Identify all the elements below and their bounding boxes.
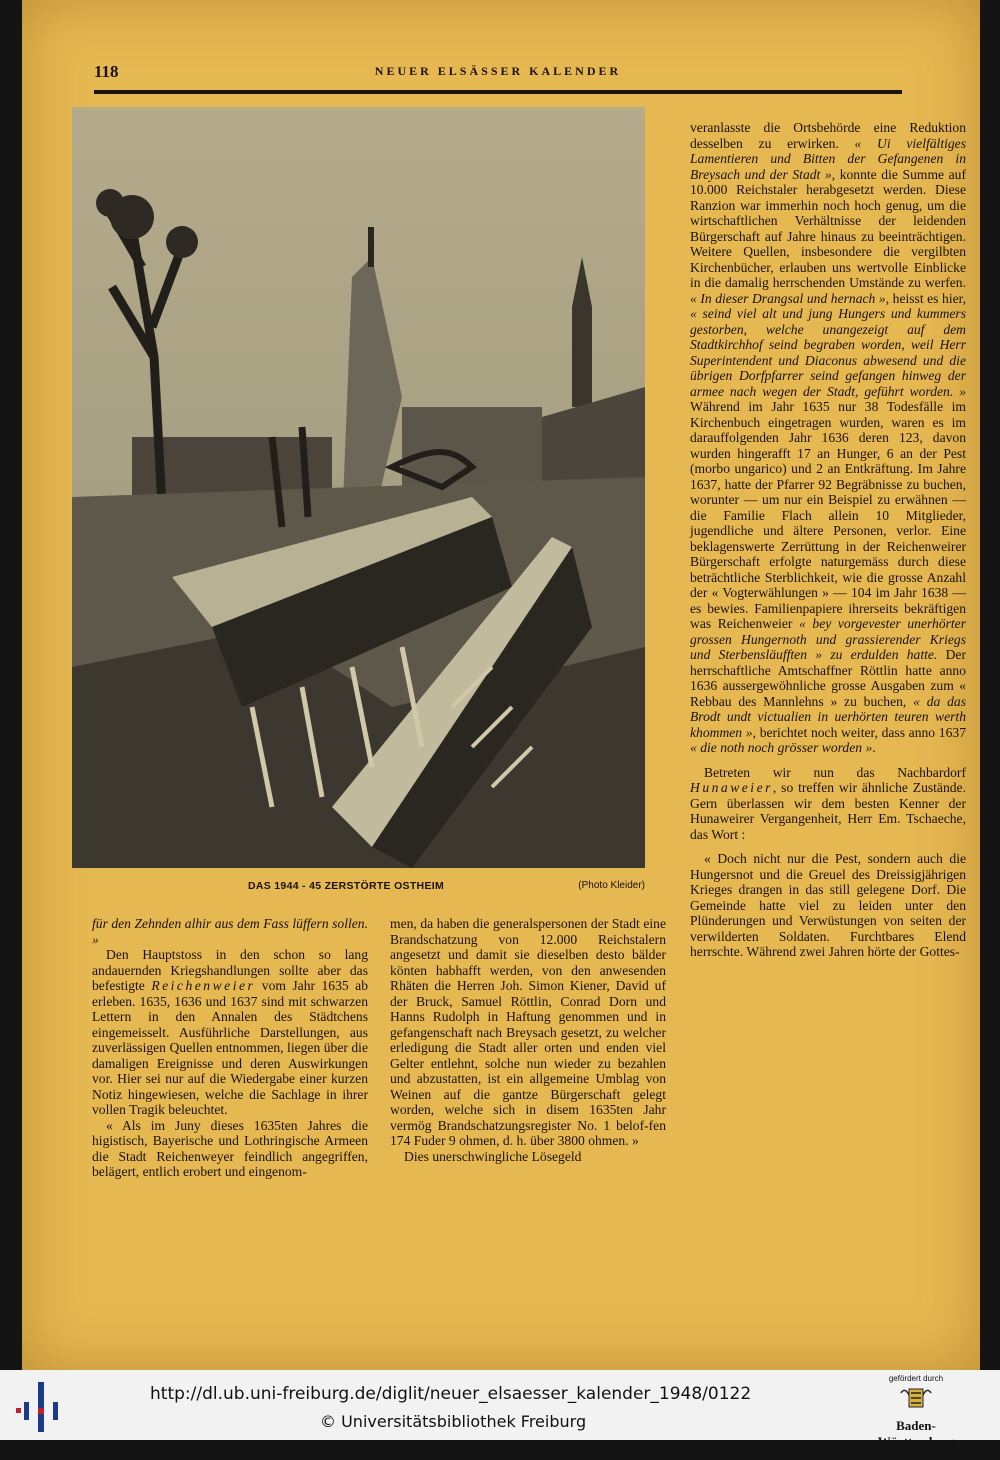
- photo-caption: [72, 880, 645, 896]
- left-column: [92, 916, 368, 1180]
- ruins-photo-drawing: [72, 107, 645, 868]
- paragraph: Den Hauptstoss in den schon so lang andauernden Kriegshandlungen sollte aber das befestigte Reichenweier vom Jahr 1635 ab erleben. 1635, 1636 und 1637 sind mit schwarzen Lettern in den Annalen des Städtchens eingemeisselt. Ausführliche Darstellungen, aus zuverlässigen Quellen entnommen, liegen über die damaligen Ereignisse und deren Auswirkungen vor. Hier sei nur auf die Wiedergabe einer kurzen Notiz hingewiesen, welche die Sachlage in ihrer vollen Tragik beleuchtet.: [92, 947, 368, 1117]
- funder-ministry: MINISTERIUM FÜR WISSENSCHAFT, FORSCHUNG UND KUNST: [861, 1450, 971, 1460]
- page-header: [94, 62, 902, 86]
- page-number: 118: [94, 62, 119, 81]
- paragraph: « Doch nicht nur die Pest, sondern auch die Hungersnot und die Greuel des Dreissigjährigen Krieges drangen in das still gelegene Dorf. Die Gemeinde hatte viel zu leiden unter den Plünderungen und Verwüstungen von seiten der verwilderten Soldaten. Furchtbares Elend herrschte. Während zwei Jahren hörte der Gottes-: [690, 851, 966, 959]
- middle-column: [390, 916, 666, 1164]
- paragraph: veranlasste die Ortsbehörde eine Reduktion desselben zu erwirken. « Ui vielfältiges Lamentieren und Bitten der Gefangenen in Breysach und der Stadt », konnte die Summe auf 10.000 Reichstaler herabgesetzt werden. Diese Ranzion war immerhin noch hoch genug, um die wirtschaftlichen Verhältnisse der leidenden Bürgerschaft auf Jahre hinaus zu beeinträchtigen. Weitere Quellen, insbesondere die vergilbten Kirchenbücher, erlauben uns wertvolle Einblicke in die damalig herrschenden Umstände zu werfen. « In dieser Drangsal und hernach », heisst es hier, « seind viel alt und jung Hungers und kummers gestorben, welche unangezeigt auf dem Stadtkirchhof seind begraben worden, weil Herr Superintendent und Diaconus abwesend und die übrigen Dorfpfarrer seind gefangen hinweg der armee nach wegen der Stadt, geführt worden. » Während im Jahr 1635 nur 38 Todesfälle im Kirchenbuch eingetragen wurden, waren es im darauffolgenden Jahr 1636 deren 123, davon wurden hingerafft 17 an Hunger, 6 an der Pest (morbo ungarico) und 2 an Entkräftung. Im Jahre 1637, hatte der Pfarrer 92 Begräbnisse zu buchen, worunter — um nur ein Beispiel zu erwähnen — die Familie Flach allein 10 Mitglieder, jugendliche und ältere Personen, verlor. Eine beklagenswerte Zerrüttung in der Reichenweirer Bürgerschaft erfolgte naturgemäss durch diese beträchtliche Sterblichkeit, wie die grosse Anzahl der « Vogterwählungen » — 104 im Jahr 1638 — es bewies. Familienpapiere ihrerseits bekräftigen was Reichenweier « bey vorgevester unerhörter grossen Hungernoth und grassierender Kriegs und Sterbensläufften » zu erdulden hatte. Der herrschaftliche Amtschaffner Röttlin hatte anno 1636 aussergewöhnliche grosse Ausgaben zum « Rebbau des Mannlehns » zu buchen, « da das Brodt undt victualien in uerhörten teuren werth khommen », berichtet noch weiter, dass anno 1637 « die noth noch grösser worden ».: [690, 120, 967, 755]
- source-url[interactable]: http://dl.ub.uni-freiburg.de/diglit/neuer_elsaesser_kalender_1948/0122: [150, 1384, 752, 1404]
- ruins-photo: [72, 107, 645, 868]
- header-rule: [94, 90, 902, 94]
- caption-title: DAS 1944 - 45 ZERSTÖRTE OSTHEIM: [248, 880, 445, 892]
- baden-wuerttemberg-crest-icon: [899, 1385, 933, 1411]
- library-footer: [0, 1370, 1000, 1460]
- funding-note: gefördert durch: [888, 1374, 944, 1383]
- running-title: NEUER ELSÄSSER KALENDER: [374, 64, 622, 78]
- funder-name: Baden-Württemberg: [877, 1418, 955, 1449]
- caption-credit: (Photo Kleider): [578, 880, 645, 891]
- paragraph: « Als im Juny dieses 1635ten Jahres die higistisch, Bayerische und Lothringische Armeen die Stadt Reichenweyer feindlich angegriffen, belägert, entlich erobert und eingenom-: [92, 1117, 368, 1179]
- copyright-notice: © Universitätsbibliothek Freiburg: [320, 1412, 587, 1431]
- right-column: [690, 120, 966, 960]
- paragraph: men, da haben die generalspersonen der Stadt eine Brandschatzung von 12.000 Reichstalern angesetzt und damit sie dieselben desto bälder könten habhafft werden, von den anwesenden Rhäten die Herren Joh. Simon Kiener, David uf der Bruck, Samuel Röttlin, Conrad Dorn und Hanns Rudolph in Haftung genommen und in gefangenschaft nach Breysach gesetzt, zu welcher erledigung die Stadt aller orten und enden viel Gelter entlehnt, solche nun wieder zu bezahlen und abzustatten, ist ein allgemeine Umblag von Weinen auf die gantze Bürgerschaft gelegt worden, welche sich in disem 1635ten Jahr vermög Brandschatzungsregister No. 1 belof-fen 174 Fuder 9 ohmen, d. h. über 3800 ohmen. »: [390, 916, 666, 1148]
- paragraph: Betreten wir nun das Nachbardorf Hunaweier, so treffen wir ähnliche Zustände. Gern überlassen wir dem besten Kenner der Hunaweirer Vergangenheit, Herr Em. Tschaeche, das Wort :: [690, 764, 966, 842]
- paragraph: für den Zehnden alhir aus dem Fass lüffern sollen. »: [92, 916, 368, 947]
- ub-freiburg-logo-icon: [14, 1380, 68, 1434]
- funder-block: [858, 1374, 974, 1460]
- paragraph: Dies unerschwingliche Lösegeld: [404, 1148, 582, 1164]
